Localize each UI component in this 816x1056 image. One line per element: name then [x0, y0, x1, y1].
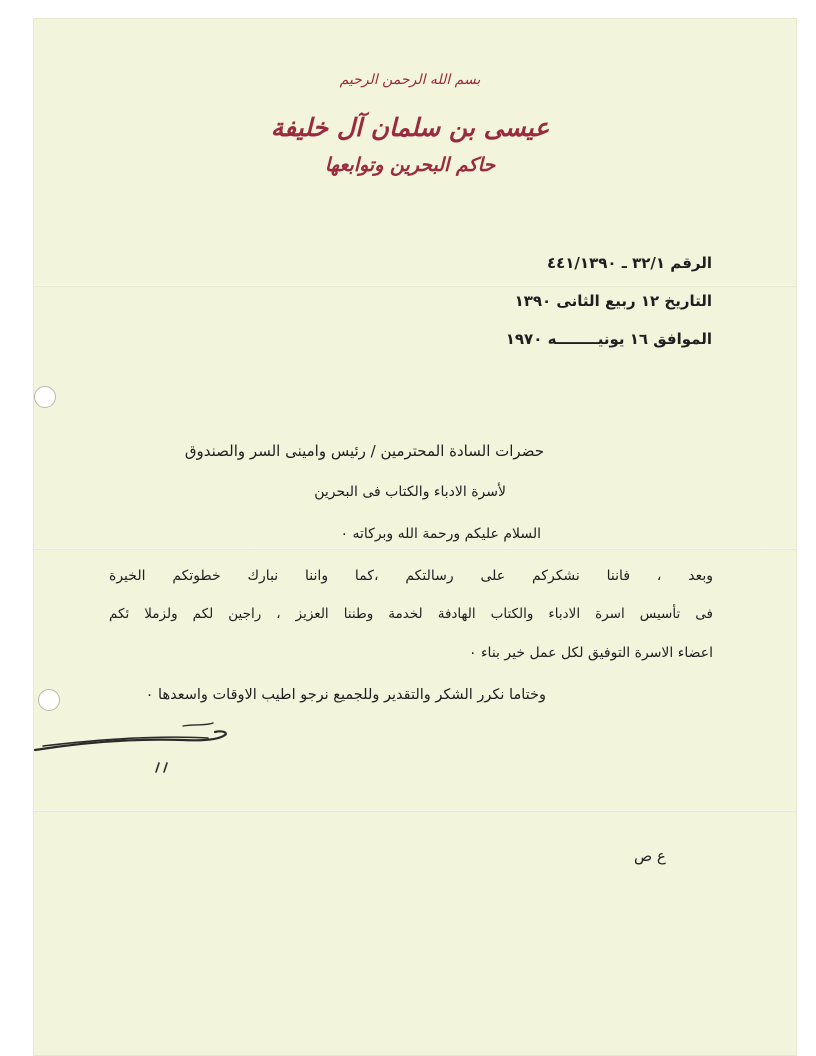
signature	[33, 720, 233, 760]
signature-marks	[150, 746, 180, 776]
letterhead-name: عيسى بن سلمان آل خليفة	[270, 113, 550, 142]
body-line-3: اعضاء الاسرة التوفيق لكل عمل خير بناء ٠	[468, 645, 713, 661]
greeting: السلام عليكم ورحمة الله وبركاته ٠	[340, 526, 541, 542]
punch-hole	[34, 386, 56, 408]
letterhead-title: حاكم البحرين وتوابعها	[324, 154, 496, 176]
punch-hole	[38, 689, 60, 711]
closing-line: وختاما نكرر الشكر والتقدير وللجميع نرجو اطيب الاوقات واسعدها ٠	[145, 687, 546, 703]
fold-line	[33, 548, 797, 550]
fold-line	[33, 285, 797, 287]
body-line-1: وبعد ، فاننا نشكركم على رسالتكم ،كما واننا نبارك خطوتكم الخيرة	[109, 568, 713, 584]
typist-initials: ع ص	[634, 847, 666, 865]
date-hijri: التاريخ ١٢ ربيع الثانى ١٣٩٠	[514, 292, 712, 310]
address-line-1: حضرات السادة المحترمين / رئيس وامينى السر والصندوق	[184, 442, 544, 460]
reference-number: الرقم ٣٢/١ ـ ٤٤١/١٣٩٠	[546, 254, 712, 272]
date-gregorian: الموافق ١٦ يونيــــــــه ١٩٧٠	[505, 330, 712, 348]
address-line-2: لأسرة الادباء والكتاب فى البحرين	[314, 484, 506, 500]
body-line-2: فى تأسيس اسرة الادباء والكتاب الهادفة لخدمة وطننا العزيز ، راجين لكم ولزملا ئكم	[109, 606, 713, 622]
fold-line	[33, 810, 797, 812]
letterhead-basmala: بسم الله الرحمن الرحيم	[339, 72, 481, 88]
